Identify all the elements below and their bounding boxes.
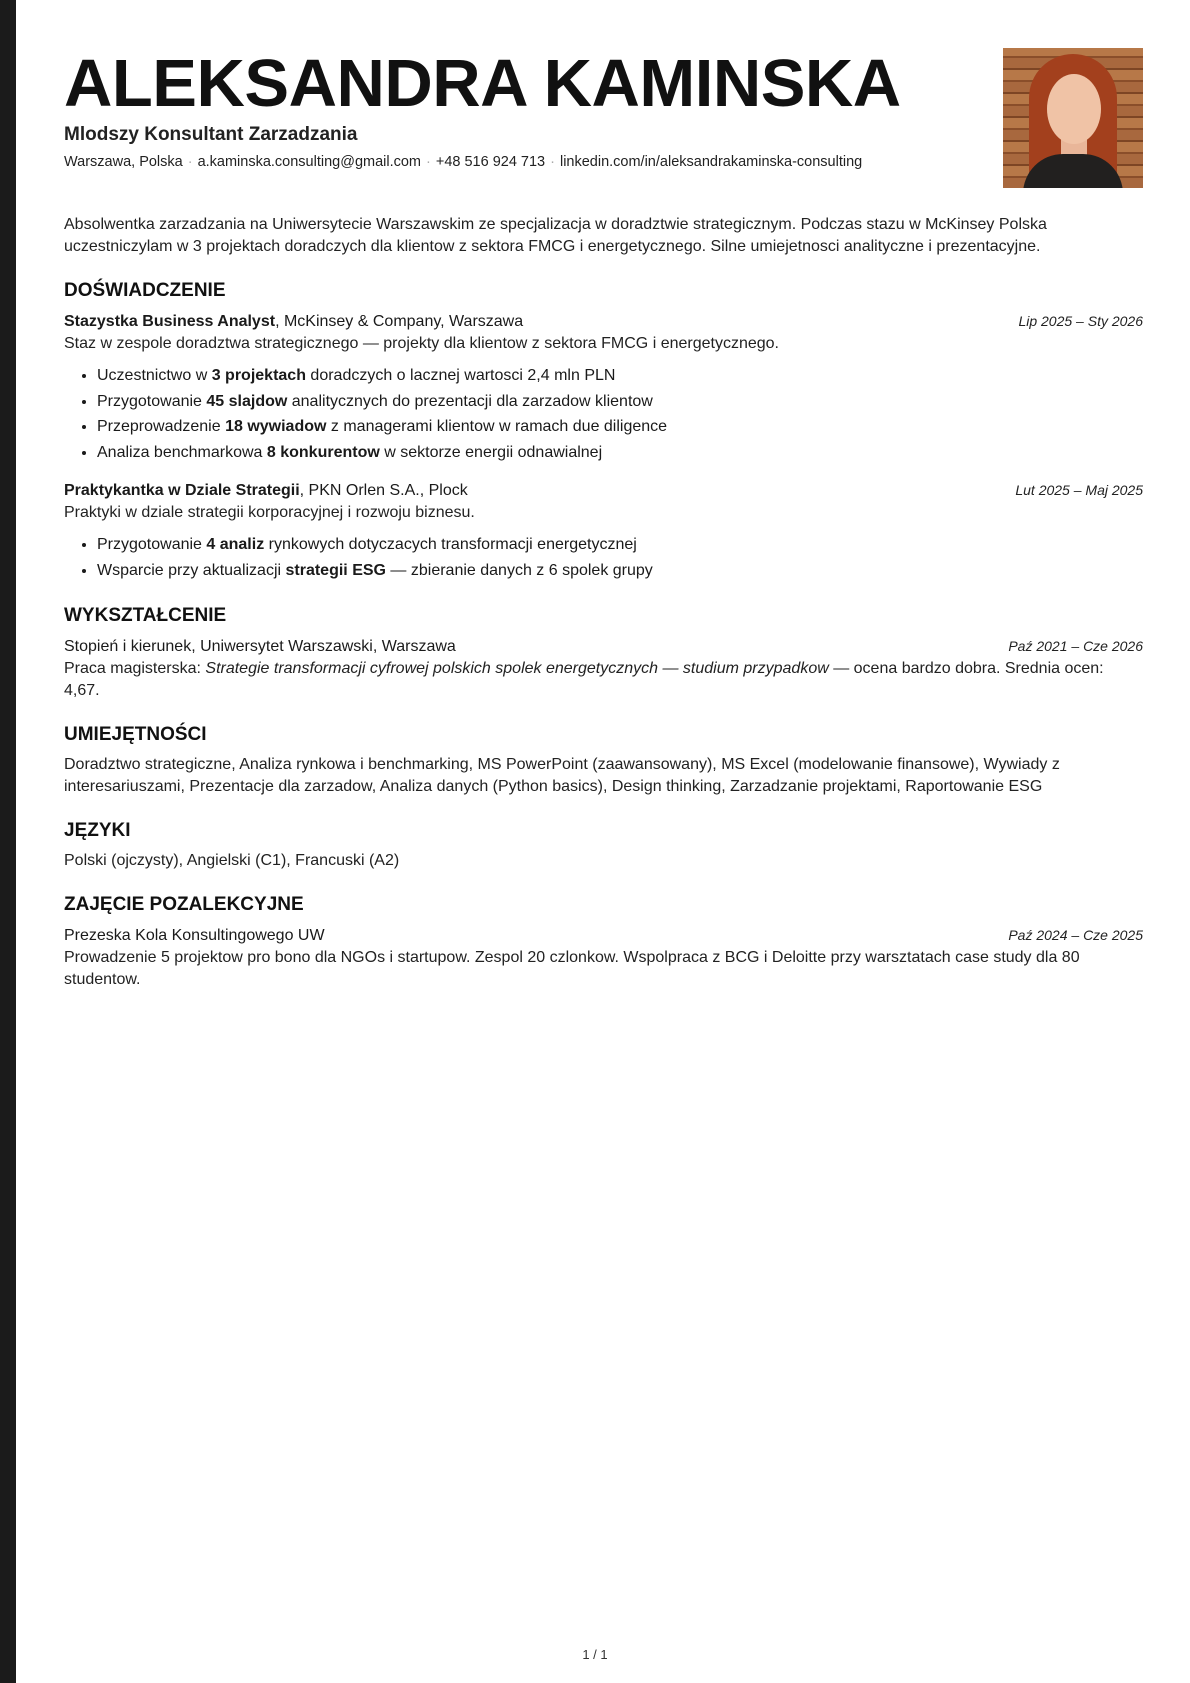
extracurricular-section	[64, 894, 1143, 991]
resume-page	[64, 44, 1143, 991]
job-company: , PKN Orlen S.A., Plock	[299, 482, 468, 499]
job-header	[64, 310, 1143, 333]
job-description: Staz w zespole doradztwa strategicznego — projekty dla klientow z sektora FMCG i energetycznego.	[64, 335, 779, 352]
bullet-highlight: strategii ESG	[285, 561, 386, 579]
job-title-line	[64, 480, 468, 502]
languages-list: Polski (ojczysty), Angielski (C1), Francuski (A2)	[64, 852, 400, 869]
bullet-text: analitycznych do prezentacji dla zarzadow klientow	[287, 392, 653, 410]
bullet-text: — zbieranie danych z 6 spolek grupy	[385, 561, 653, 579]
education-date: Paź 2021 – Cze 2026	[1008, 638, 1143, 654]
section-title-skills: UMIEJĘTNOŚCI	[64, 724, 207, 745]
job-company: , McKinsey & Company, Warszawa	[275, 313, 524, 330]
bullet-highlight: 45 slajdow	[206, 392, 288, 410]
candidate-name: ALEKSANDRA KAMINSKA	[64, 46, 901, 121]
left-edge-bar	[0, 0, 16, 1683]
education-degree: Stopień i kierunek, Uniwersytet Warszawski, Warszawa	[64, 638, 456, 655]
resume-header	[64, 44, 1143, 194]
bullet-text: Przeprowadzenie	[97, 418, 226, 435]
bullet-item	[97, 532, 1143, 558]
education-header	[64, 635, 1143, 658]
bullet-text: rynkowych dotyczacych transformacji energetycznej	[264, 536, 637, 553]
photo-face	[1047, 74, 1101, 144]
job-date: Lip 2025 – Sty 2026	[1018, 313, 1143, 329]
bullet-text: z managerami klientow w ramach due diligence	[326, 418, 668, 435]
job-bullets	[64, 363, 1143, 465]
experience-section	[64, 280, 1143, 583]
bullet-highlight: 4 analiz	[206, 536, 265, 553]
job-description: Praktyki w dziale strategii korporacyjnej i rozwoju biznesu.	[64, 504, 475, 521]
contact-phone[interactable]: +48 516 924 713	[435, 154, 546, 170]
job-entry	[64, 479, 1143, 583]
languages-section	[64, 820, 1143, 872]
section-title-languages: JĘZYKI	[64, 820, 131, 841]
thesis-label: Praca magisterska:	[64, 660, 206, 677]
extracurricular-date: Paź 2024 – Cze 2025	[1008, 927, 1143, 943]
extracurricular-header	[64, 924, 1143, 947]
bullet-item	[97, 440, 1143, 466]
skills-section	[64, 724, 1143, 798]
contact-linkedin[interactable]: linkedin.com/in/aleksandrakaminska-consulting	[559, 154, 863, 170]
education-section	[64, 605, 1143, 702]
section-title-extracurricular: ZAJĘCIE POZALEKCYJNE	[64, 894, 304, 915]
contact-separator: ·	[426, 154, 431, 170]
contact-separator: ·	[550, 154, 555, 170]
bullet-item	[97, 558, 1143, 584]
contact-separator: ·	[187, 154, 193, 170]
contact-email[interactable]: a.kaminska.consulting@gmail.com	[197, 154, 422, 170]
profile-photo	[1003, 48, 1143, 188]
contact-line	[64, 154, 862, 170]
bullet-text: Analiza benchmarkowa	[97, 443, 267, 461]
job-entry	[64, 310, 1143, 465]
bullet-item	[97, 414, 1143, 440]
thesis-grade: — ocena bardzo dobra. Srednia ocen: 4,67.	[64, 660, 1104, 699]
bullet-text: doradczych o lacznej wartosci 2,4 mln PLN	[305, 367, 616, 384]
bullet-highlight: 3 projektach	[211, 367, 306, 384]
bullet-highlight: 18 wywiadow	[225, 418, 327, 435]
contact-location: Warszawa, Polska	[64, 154, 183, 170]
bullet-item	[97, 363, 1143, 389]
thesis-title: Strategie transformacji cyfrowej polskich spolek energetycznych — studium przypadkow	[205, 660, 829, 677]
job-date: Lut 2025 – Maj 2025	[1015, 482, 1143, 498]
bullet-text: Wsparcie przy aktualizacji	[97, 561, 286, 579]
education-thesis	[64, 658, 1143, 702]
section-title-experience: DOŚWIADCZENIE	[64, 280, 226, 301]
job-position: Praktykantka w Dziale Strategii	[64, 482, 300, 499]
job-header	[64, 479, 1143, 502]
bullet-text: w sektorze energii odnawialnej	[379, 443, 603, 461]
candidate-role: Mlodszy Konsultant Zarzadzania	[64, 124, 358, 145]
bullet-text: Uczestnictwo w	[97, 367, 212, 384]
bullet-item	[97, 389, 1143, 415]
extracurricular-role: Prezeska Kola Konsultingowego UW	[64, 927, 325, 944]
skills-list: Doradztwo strategiczne, Analiza rynkowa i benchmarking, MS PowerPoint (zaawansowany), MS Excel (modelowanie finansowe), Wywiady z interesariuszami, Prezentacje dla zarzadow, Analiza danych (Python basics), Design thinking, Zarzadzanie projektami, Raportowanie ESG	[64, 756, 1060, 795]
section-title-education: WYKSZTAŁCENIE	[64, 605, 227, 626]
bullet-text: Przygotowanie	[97, 536, 207, 553]
bullet-highlight: 8 konkurentow	[266, 443, 380, 461]
page-number: 1 / 1	[582, 1647, 608, 1662]
job-bullets	[64, 532, 1143, 583]
summary-paragraph: Absolwentka zarzadzania na Uniwersytecie Warszawskim ze specjalizacja w doradztwie strategicznym. Podczas stazu w McKinsey Polska uczestniczylam w 3 projektach doradczych dla klientow z sektora FMCG i energetycznego. Silne umiejetnosci analityczne i prezentacyjne.	[64, 216, 1047, 255]
extracurricular-description: Prowadzenie 5 projektow pro bono dla NGOs i startupow. Zespol 20 czlonkow. Wspolpraca z BCG i Deloitte przy warsztatach case study dla 80 studentow.	[64, 949, 1080, 988]
job-title-line	[64, 311, 523, 333]
job-position: Stazystka Business Analyst	[64, 313, 276, 330]
bullet-text: Przygotowanie	[97, 392, 207, 410]
